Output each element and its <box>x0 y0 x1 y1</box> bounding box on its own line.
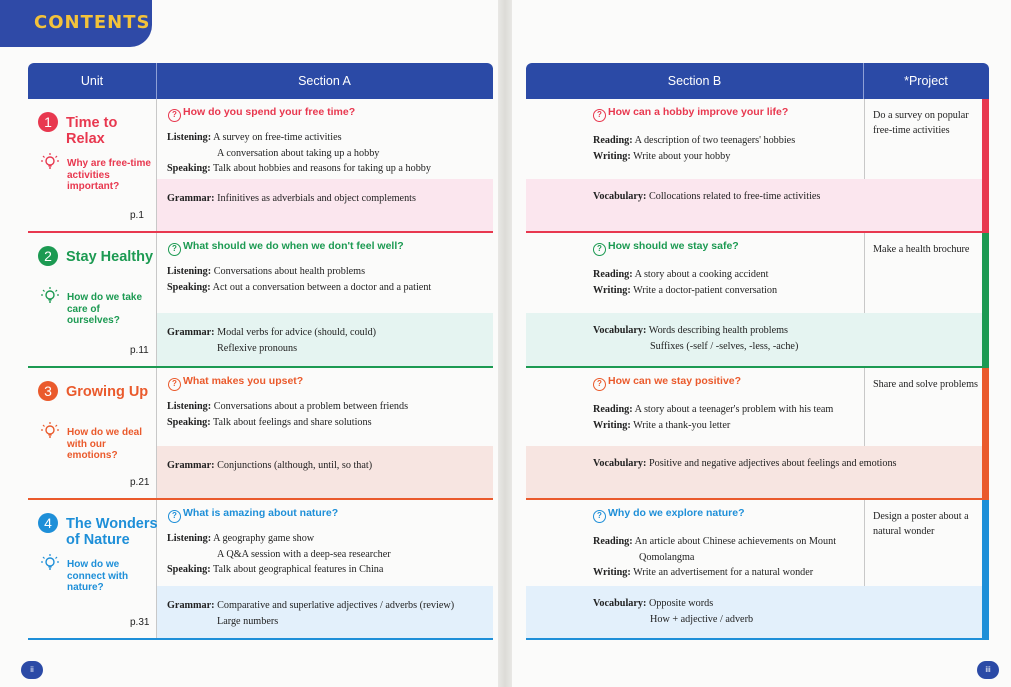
contents-title: CONTENTS <box>34 12 151 33</box>
project-text: Do a survey on popular free-time activities <box>873 110 969 136</box>
unit-big-question: Why are free-time activities important? <box>67 158 151 192</box>
grammar-band <box>157 313 493 366</box>
lightbulb-icon <box>40 152 60 172</box>
section-a-line <box>167 563 383 576</box>
vocabulary-band <box>526 586 982 638</box>
section-b-line <box>593 403 833 416</box>
unit-number-badge: 3 <box>38 381 58 401</box>
row-rule-right <box>526 231 989 233</box>
skill-text: A geography game show <box>213 533 315 544</box>
question-icon: ? <box>168 378 181 391</box>
section-a-question <box>168 240 404 256</box>
right-table-header <box>526 63 989 99</box>
skill-text: Write about your hobby <box>633 150 731 162</box>
project-divider <box>864 233 865 313</box>
skill-label: Writing: <box>593 567 631 578</box>
section-a-question <box>168 106 355 122</box>
grammar-line <box>167 342 297 355</box>
section-a-line <box>167 281 431 294</box>
unit-title: The Wonders of Nature <box>66 516 158 548</box>
unit-page-ref: p.31 <box>130 617 150 628</box>
lightbulb-icon <box>40 421 60 441</box>
grammar-line <box>167 599 454 612</box>
skill-text: An article about Chinese achievements on Mount <box>634 536 837 547</box>
skill-label: Reading: <box>593 404 633 415</box>
grammar-line <box>167 615 278 628</box>
grammar-line <box>167 192 416 205</box>
section-a-line <box>167 532 314 545</box>
grammar-band <box>157 179 493 231</box>
section-b-line <box>593 566 813 579</box>
skill-text: Qomolangma <box>639 551 695 563</box>
project-text: Design a poster about a natural wonder <box>873 511 969 537</box>
project-divider <box>864 500 865 586</box>
row-rule-left <box>28 366 493 368</box>
grammar-text: Large numbers <box>217 616 279 627</box>
row-rule-left <box>28 638 493 640</box>
vocabulary-line <box>593 324 788 337</box>
skill-text: Talk about hobbies and reasons for taking up a hobby <box>212 163 431 174</box>
skill-label: Listening: <box>167 132 212 143</box>
row-rule-right <box>526 498 989 500</box>
skill-text: A story about a cooking accident <box>634 269 769 280</box>
section-a-header: Section A <box>298 74 351 88</box>
lightbulb-icon <box>40 553 60 573</box>
unit-number-badge: 1 <box>38 112 58 132</box>
row-rule-left <box>28 231 493 233</box>
question-icon: ? <box>593 243 606 256</box>
project-divider <box>864 99 865 179</box>
vocabulary-line <box>593 190 820 203</box>
skill-label: Speaking: <box>167 163 211 174</box>
skill-text: Conversations about health problems <box>213 266 366 277</box>
vocabulary-band <box>526 446 982 498</box>
page-number-left: ii <box>21 661 43 679</box>
section-b-question <box>593 240 739 256</box>
question-icon: ? <box>593 109 606 122</box>
grammar-text: Conjunctions (although, until, so that) <box>217 460 373 471</box>
project-text: Share and solve problems <box>873 379 978 390</box>
grammar-text: Comparative and superlative adjectives / adverbs (review) <box>217 600 455 611</box>
vocabulary-text: Suffixes (-self / -selves, -less, -ache) <box>650 341 799 352</box>
section-b-question <box>593 507 745 523</box>
grammar-label: Grammar: <box>167 460 215 471</box>
skill-text: A description of two teenagers' hobbies <box>634 135 796 146</box>
grammar-band <box>157 586 493 638</box>
section-a-line <box>167 131 342 144</box>
skill-label: Reading: <box>593 536 633 547</box>
unit-color-bar <box>982 500 989 638</box>
unit-color-bar <box>982 368 989 498</box>
skill-label: Speaking: <box>167 281 211 293</box>
skill-text: Conversations about a problem between friends <box>213 401 409 412</box>
vocabulary-label: Vocabulary: <box>593 598 647 609</box>
book-gutter <box>498 0 512 687</box>
vocabulary-text: Collocations related to free-time activities <box>648 191 821 202</box>
question-icon: ? <box>168 243 181 256</box>
vocabulary-text: Opposite words <box>648 598 714 609</box>
section-a-line <box>167 147 379 160</box>
section-a-question-text: How do you spend your free time? <box>183 106 356 118</box>
unit-title: Growing Up <box>66 384 149 400</box>
section-a-line <box>167 416 372 429</box>
skill-label: Listening: <box>167 266 212 277</box>
skill-text: A story about a teenager's problem with his team <box>634 404 834 415</box>
unit-page-ref: p.21 <box>130 477 150 488</box>
question-icon: ? <box>593 510 606 523</box>
question-icon: ? <box>168 109 181 122</box>
grammar-label: Grammar: <box>167 193 215 204</box>
unit-page-ref: p.11 <box>130 345 149 356</box>
section-a-line <box>167 548 391 561</box>
section-a-question <box>168 507 338 523</box>
section-b-header: Section B <box>667 74 722 88</box>
skill-label: Writing: <box>593 150 631 162</box>
vocabulary-text: Words describing health problems <box>648 325 789 336</box>
unit-big-question: How do we take care of ourselves? <box>67 292 143 326</box>
grammar-line <box>167 326 376 339</box>
skill-label: Reading: <box>593 269 633 280</box>
section-a-line <box>167 162 431 175</box>
vocabulary-band <box>526 179 982 231</box>
row-rule-right <box>526 638 989 640</box>
section-a-question <box>168 375 303 391</box>
left-table-header <box>28 63 493 99</box>
section-b-line <box>593 268 768 281</box>
vocabulary-line <box>593 613 753 626</box>
section-b-line <box>593 551 694 564</box>
project-divider <box>864 368 865 446</box>
skill-text: Write a doctor-patient conversation <box>633 284 778 296</box>
unit-number-badge: 2 <box>38 246 58 266</box>
page-number-right: iii <box>977 661 999 679</box>
section-a-line <box>167 400 408 413</box>
unit-page-ref: p.1 <box>130 210 144 221</box>
grammar-text: Modal verbs for advice (should, could) <box>217 327 377 338</box>
grammar-text: Reflexive pronouns <box>217 343 298 354</box>
unit-header: Unit <box>80 74 104 88</box>
section-a-question-text: What is amazing about nature? <box>183 507 339 519</box>
row-rule-left <box>28 498 493 500</box>
question-icon: ? <box>593 378 606 391</box>
vocabulary-text: How + adjective / adverb <box>650 614 754 625</box>
vocabulary-label: Vocabulary: <box>593 325 647 336</box>
unit-big-question: How do we deal with our emotions? <box>67 427 143 461</box>
grammar-text: Infinitives as adverbials and object complements <box>217 193 416 204</box>
skill-text: A conversation about taking up a hobby <box>217 147 380 159</box>
section-a-line <box>167 265 365 278</box>
unit-color-bar <box>982 233 989 366</box>
unit-color-bar <box>982 99 989 231</box>
section-b-line <box>593 134 795 147</box>
section-b-line <box>593 535 836 548</box>
skill-text: A survey on free-time activities <box>213 132 342 143</box>
vocabulary-label: Vocabulary: <box>593 458 647 469</box>
section-b-question <box>593 106 788 122</box>
skill-text: Write a thank-you letter <box>633 419 731 431</box>
section-b-question-text: Why do we explore nature? <box>608 507 745 519</box>
unit-title: Stay Healthy <box>66 249 154 265</box>
row-rule-right <box>526 366 989 368</box>
skill-label: Listening: <box>167 533 212 544</box>
section-b-question-text: How should we stay safe? <box>608 240 739 252</box>
section-a-question-text: What makes you upset? <box>183 375 304 387</box>
section-b-line <box>593 284 777 297</box>
project-text: Make a health brochure <box>873 244 970 255</box>
section-b-question-text: How can we stay positive? <box>608 375 742 387</box>
contents-tab <box>0 0 152 47</box>
skill-label: Listening: <box>167 401 212 412</box>
unit-big-question: How do we connect with nature? <box>67 559 129 593</box>
unit-title: Time to Relax <box>66 115 118 147</box>
skill-text: Talk about geographical features in China <box>212 564 384 575</box>
skill-label: Reading: <box>593 135 633 146</box>
section-b-question <box>593 375 741 391</box>
vocabulary-text: Positive and negative adjectives about feelings and emotions <box>648 458 897 469</box>
question-icon: ? <box>168 510 181 523</box>
section-b-question-text: How can a hobby improve your life? <box>608 106 789 118</box>
section-b-line <box>593 150 730 163</box>
section-a-question-text: What should we do when we don't feel well? <box>183 240 404 252</box>
skill-label: Speaking: <box>167 564 211 575</box>
grammar-band <box>157 446 493 498</box>
project-header: *Project <box>904 74 948 88</box>
vocabulary-label: Vocabulary: <box>593 191 647 202</box>
vocabulary-line <box>593 457 897 470</box>
skill-text: Talk about feelings and share solutions <box>212 416 372 428</box>
skill-text: A Q&A session with a deep-sea researcher <box>217 548 391 560</box>
vocabulary-line <box>593 597 713 610</box>
skill-label: Speaking: <box>167 416 211 428</box>
skill-text: Write an advertisement for a natural wonder <box>633 567 814 578</box>
section-b-line <box>593 419 730 432</box>
grammar-line <box>167 459 372 472</box>
grammar-label: Grammar: <box>167 600 215 611</box>
lightbulb-icon <box>40 286 60 306</box>
skill-label: Writing: <box>593 284 631 296</box>
skill-text: Act out a conversation between a doctor and a patient <box>212 281 432 293</box>
vocabulary-line <box>593 340 798 353</box>
grammar-label: Grammar: <box>167 327 215 338</box>
skill-label: Writing: <box>593 419 631 431</box>
unit-number-badge: 4 <box>38 513 58 533</box>
